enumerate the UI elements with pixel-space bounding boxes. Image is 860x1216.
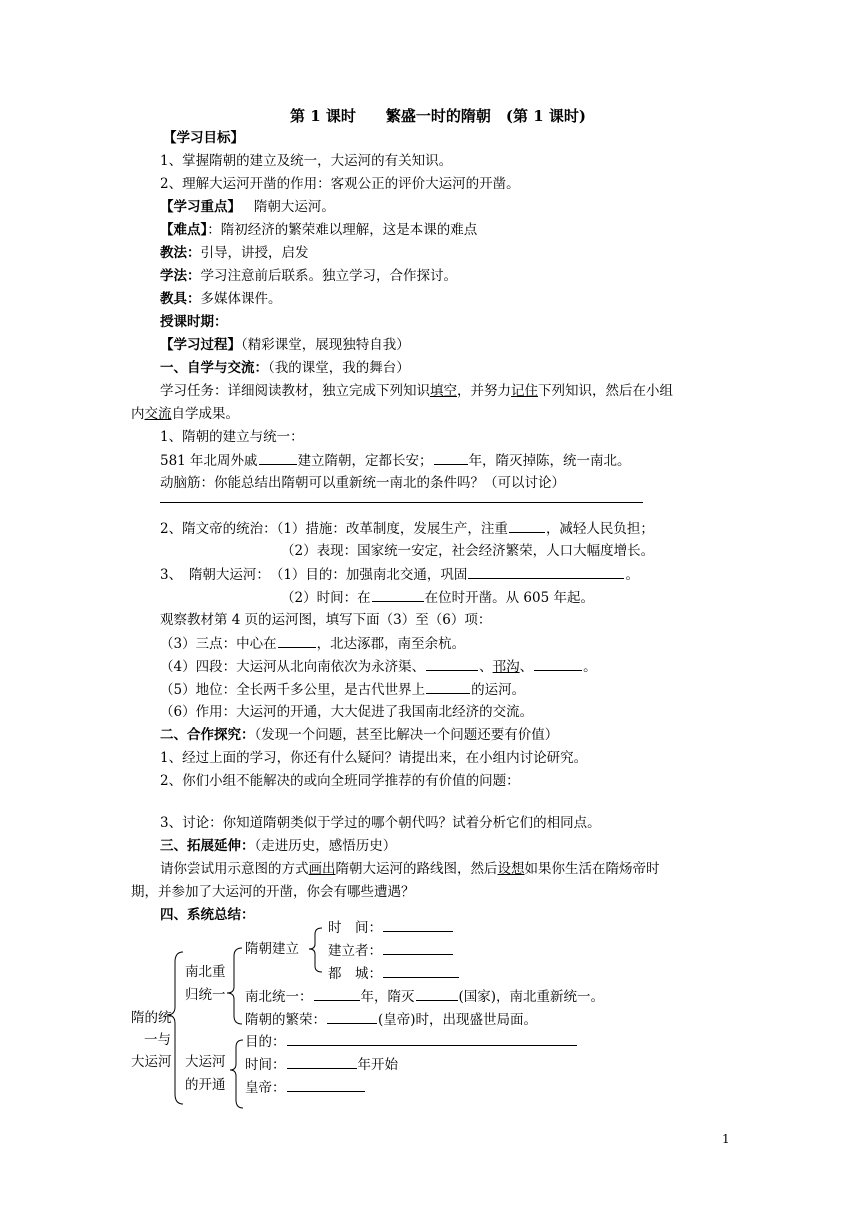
brain-question: 动脑筋：你能总结出隋朝可以重新统一南北的条件吗？（可以讨论） bbox=[160, 475, 565, 491]
tree-canal-1: 大运河 bbox=[185, 1054, 226, 1070]
section-4-heading: 四、系统总结： bbox=[160, 907, 255, 923]
tree-capital-line bbox=[328, 964, 460, 983]
tree-prosper-b: (皇帝)时，出现盛世局面。 bbox=[378, 1012, 538, 1028]
goals-heading: 【学习目标】 bbox=[163, 130, 244, 146]
i4-text-a: （4）四段：大运河从北向南依次为永济渠、 bbox=[160, 659, 426, 675]
i4-end: 。 bbox=[583, 659, 597, 675]
p1-text-a: 581 年北周外戚 bbox=[160, 453, 258, 469]
learn-label: 学法： bbox=[160, 268, 201, 284]
observe-instruction: 观察教材第 4 页的运河图，填写下面（3）至（6）项： bbox=[160, 612, 492, 628]
section-3-label: 三、拓展延伸： bbox=[160, 838, 255, 854]
tree-founder-blank[interactable] bbox=[383, 941, 453, 955]
process-label: 【学习过程】 bbox=[160, 337, 241, 353]
tree-unify-c: (国家)，南北重新统一。 bbox=[458, 989, 605, 1005]
difficult-label: 【难点】 bbox=[160, 222, 208, 238]
p3-end: 。 bbox=[625, 567, 639, 583]
learn-text: 学习注意前后联系。独立学习，合作探讨。 bbox=[200, 268, 457, 284]
canal-brace bbox=[230, 1040, 243, 1108]
i5-text-b: 的运河。 bbox=[471, 682, 526, 698]
tree-founder-label: 建立者： bbox=[328, 943, 382, 959]
tree-unify-line bbox=[245, 987, 604, 1006]
section-2-label: 二、合作探究： bbox=[160, 727, 255, 743]
process-text: （精彩课堂，展现独特自我） bbox=[241, 337, 410, 353]
teach-label: 教法： bbox=[160, 245, 201, 261]
task-fill-blank: 填空 bbox=[430, 383, 457, 399]
section-1-label: 一、自学与交流： bbox=[160, 360, 268, 376]
tree-emperor-label: 皇帝： bbox=[245, 1080, 286, 1096]
tree-goal-line bbox=[245, 1032, 578, 1051]
tree-founding: 隋朝建立 bbox=[245, 941, 299, 957]
tree-unify-1: 南北重 bbox=[185, 964, 226, 980]
p3-text-a: 3、 隋朝大运河： （1）目的：加强南北交通，巩固 bbox=[160, 567, 468, 583]
section-2-text: （发现一个问题，甚至比解决一个问题还要有价值） bbox=[254, 727, 559, 743]
question-1: 1、经过上面的学习，你还有什么疑问？请提出来，在小组内讨论研究。 bbox=[160, 750, 588, 766]
section-1-text: （我的课堂，我的舞台） bbox=[268, 360, 410, 376]
tree-ctime-blank[interactable] bbox=[287, 1055, 357, 1069]
item-6: （6）作用：大运河的开通，大大促进了我国南北经济的交流。 bbox=[160, 704, 534, 720]
tree-prosper-blank[interactable] bbox=[327, 1010, 377, 1024]
tree-root-1: 隋的统 bbox=[131, 1010, 172, 1026]
tool-text: 多媒体课件。 bbox=[200, 291, 282, 307]
tree-prosper-a: 隋朝的繁荣： bbox=[245, 1012, 326, 1028]
root-brace bbox=[167, 952, 183, 1104]
tree-prosper-line bbox=[245, 1010, 537, 1029]
tree-canal-2: 的开通 bbox=[185, 1077, 226, 1093]
question-3: 3、讨论：你知道隋朝类似于学过的哪个朝代吗？试着分析它们的相同点。 bbox=[160, 815, 601, 831]
founding-brace bbox=[309, 928, 322, 972]
tree-time-label: 时 间： bbox=[328, 920, 382, 936]
lesson-date-label: 授课时期： bbox=[160, 314, 228, 330]
i3-text-a: （3）三点：中心在 bbox=[160, 636, 277, 652]
p2-text-b: ，减轻人民负担； bbox=[545, 521, 654, 537]
part-2-line-2: （2）表现：国家统一安定，社会经济繁荣，人口大幅度增长。 bbox=[281, 543, 655, 559]
tree-unify-year-blank[interactable] bbox=[314, 987, 360, 1001]
ext-imagine: 设想 bbox=[497, 861, 525, 877]
tree-emperor-blank[interactable] bbox=[287, 1078, 365, 1092]
tree-goal-blank[interactable] bbox=[287, 1032, 577, 1046]
task-text-b: ，并努力 bbox=[457, 383, 511, 399]
page-title: 第 1 课时 繁盛一时的隋朝 (第 1 课时) bbox=[290, 107, 586, 125]
task-memorize: 记住 bbox=[511, 383, 538, 399]
p1-text-b: 建立隋朝，定都长安； bbox=[297, 453, 433, 469]
hangou-canal: 邗沟 bbox=[492, 659, 520, 675]
i4-sep: 、 bbox=[479, 659, 493, 675]
tree-goal-label: 目的： bbox=[245, 1034, 286, 1050]
task-text-c: 下列知识，然后在小组 bbox=[538, 383, 673, 399]
p3-text-c: （2）时间：在 bbox=[281, 590, 371, 606]
tree-unify-b: 年，隋灭 bbox=[360, 989, 415, 1005]
task2-text-b: 自学成果。 bbox=[171, 406, 239, 422]
i4-sep-2: 、 bbox=[519, 659, 534, 675]
tree-root-2: 一与 bbox=[144, 1032, 171, 1048]
p1-text-c: 年，隋灭掉陈，统一南北。 bbox=[468, 453, 631, 469]
tree-emperor-line bbox=[245, 1078, 366, 1097]
teach-text: 引导，讲授，启发 bbox=[200, 245, 309, 261]
part-1-heading: 1、隋朝的建立与统一： bbox=[160, 429, 304, 445]
task-text-a: 学习任务：详细阅读教材，独立完成下列知识 bbox=[160, 383, 430, 399]
tree-unify-a: 南北统一： bbox=[245, 989, 313, 1005]
tool-label: 教具： bbox=[160, 291, 201, 307]
p3-text-d: 在位时开凿。从 605 年起。 bbox=[424, 590, 594, 606]
task2-text-a: 内 bbox=[131, 406, 145, 422]
tree-root-3: 大运河 bbox=[131, 1054, 172, 1070]
goal-1: 1、掌握隋朝的建立及统一，大运河的有关知识。 bbox=[160, 153, 453, 169]
unify-brace bbox=[227, 948, 242, 1024]
ext-text-a: 请你尝试用示意图的方式 bbox=[160, 861, 309, 877]
section-3-text: （走进历史，感悟历史） bbox=[254, 838, 397, 854]
i3-text-b: ，北达涿郡，南至余杭。 bbox=[316, 636, 466, 652]
tree-canal-time-line bbox=[245, 1055, 398, 1074]
tree-ctime-a: 时间： bbox=[245, 1057, 286, 1073]
key-text: 隋朝大运河。 bbox=[253, 199, 335, 215]
tree-capital-blank[interactable] bbox=[383, 964, 459, 978]
ext-text-b: 隋朝大运河的路线图，然后 bbox=[335, 861, 498, 877]
i5-text-a: （5）地位：全长两千多公里，是古代世界上 bbox=[160, 682, 426, 698]
ext-text-c: 如果你生活在隋炀帝时 bbox=[524, 861, 660, 877]
tree-ctime-b: 年开始 bbox=[357, 1057, 398, 1073]
goal-2: 2、理解大运河开凿的作用：客观公正的评价大运河的开凿。 bbox=[160, 176, 520, 192]
difficult-text: ：隋初经济的繁荣难以理解，这是本课的难点 bbox=[207, 222, 478, 238]
question-2: 2、你们小组不能解决的或向全班同学推荐的有价值的问题： bbox=[160, 773, 520, 789]
tree-capital-label: 都 城： bbox=[328, 966, 382, 982]
tree-founder-line bbox=[328, 941, 454, 960]
tree-time-line bbox=[328, 918, 454, 937]
extension-line-2: 期，并参加了大运河的开凿，你会有哪些遭遇？ bbox=[131, 884, 415, 900]
tree-unify-state-blank[interactable] bbox=[416, 987, 458, 1001]
key-label: 【学习重点】 bbox=[160, 199, 241, 215]
task2-exchange: 交流 bbox=[144, 406, 172, 422]
tree-time-blank[interactable] bbox=[383, 918, 453, 932]
tree-unify-2: 归统一 bbox=[185, 987, 226, 1003]
page-number: 1 bbox=[722, 1132, 730, 1146]
p2-text-a: 2、隋文帝的统治：（1）措施：改革制度，发展生产，注重 bbox=[160, 521, 508, 537]
ext-draw: 画出 bbox=[308, 861, 336, 877]
